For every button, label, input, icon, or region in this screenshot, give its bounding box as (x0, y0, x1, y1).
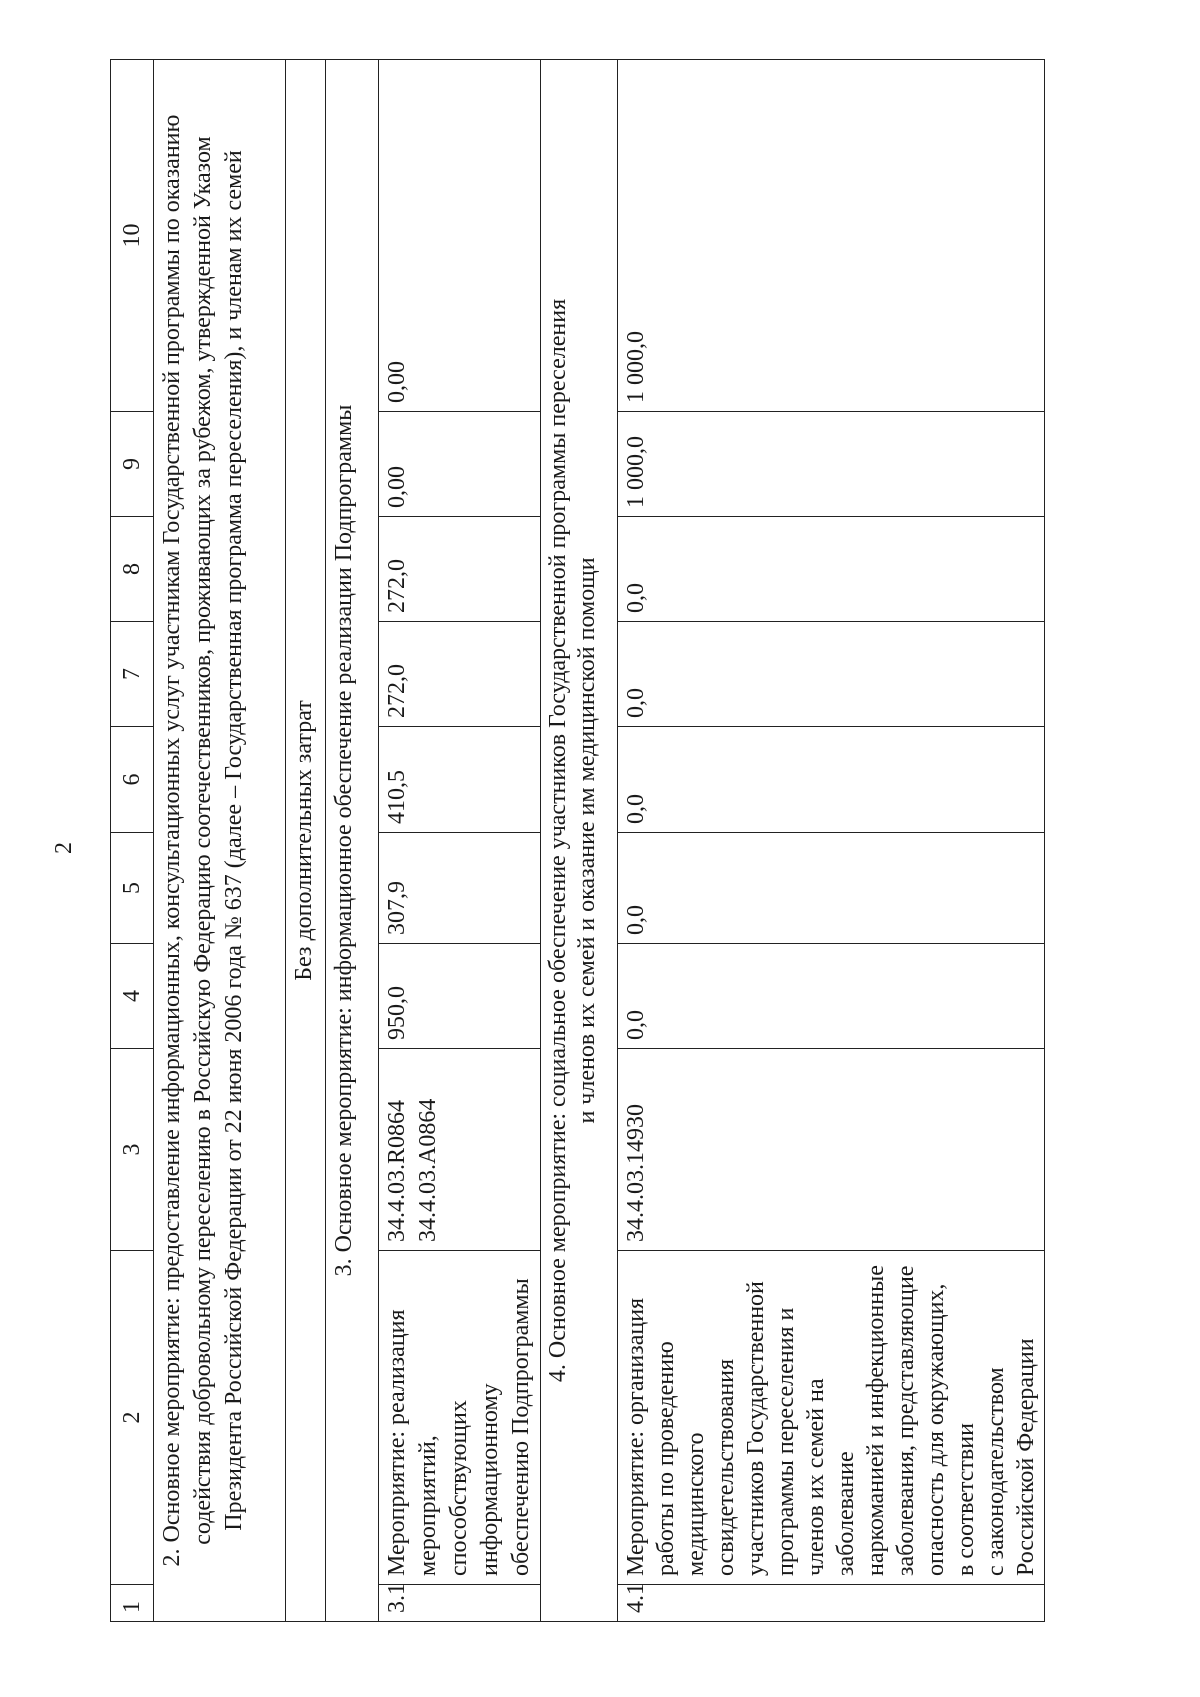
col-header-8: 8 (111, 517, 154, 622)
row-3-1-code (379, 1049, 541, 1251)
row-3-1-col-10: 0,00 (379, 60, 541, 412)
col-header-6: 6 (111, 727, 154, 833)
section-4-title-line-2: и членов их семей и оказание им медицинской помощи (574, 557, 600, 1124)
section-2-note-row (286, 60, 326, 1622)
section-4-row (541, 60, 618, 1622)
row-4-1-number: 4.1 (618, 1585, 1045, 1622)
row-4-1-col-5: 0,0 (618, 833, 1045, 944)
row-4-1-code: 34.4.03.14930 (618, 1049, 1045, 1251)
row-4-1-name-line: наркоманией и инфекционные (863, 1265, 889, 1576)
col-header-2: 2 (111, 1251, 154, 1585)
row-4-1-name-line: заболевания, представляющие (893, 1265, 919, 1576)
col-header-9: 9 (111, 412, 154, 517)
row-3-1 (379, 60, 541, 1622)
program-table (110, 59, 1045, 1622)
section-3-row (326, 60, 379, 1622)
row-3-1-code-1: 34.4.03.R0864 (384, 1099, 410, 1242)
col-header-3: 3 (111, 1049, 154, 1251)
row-3-1-name: Мероприятие: реализация мероприятий, способствующих информационному обеспечению Подпрограммы (379, 1251, 541, 1585)
document-table-wrapper (110, 60, 1080, 1622)
section-4-title-line-1: 4. Основное мероприятие: социальное обеспечение участников Государственной программы переселения (545, 298, 571, 1383)
row-4-1-name-line: с законодательством (983, 1367, 1009, 1576)
row-4-1-col-10: 1 000,0 (618, 60, 1045, 412)
row-4-1-name-line: работы по проведению (653, 1341, 679, 1576)
section-2-note: Без дополнительных затрат (286, 60, 326, 1622)
col-header-7: 7 (111, 622, 154, 727)
row-3-1-col-5: 307,9 (379, 833, 541, 944)
row-4-1-name-line: медицинского (683, 1432, 709, 1576)
row-4-1-col-6: 0,0 (618, 727, 1045, 833)
row-3-1-number: 3.1 (379, 1585, 541, 1622)
page-number: 2 (51, 842, 77, 855)
row-4-1-name-line: в соответствии (953, 1423, 979, 1576)
row-4-1 (618, 60, 1045, 1622)
row-3-1-col-9: 0,00 (379, 412, 541, 517)
col-header-5: 5 (111, 833, 154, 944)
section-3-title: 3. Основное мероприятие: информационное обеспечение реализации Подпрограммы (326, 60, 379, 1622)
row-4-1-col-4: 0,0 (618, 944, 1045, 1049)
section-2-title: 2. Основное мероприятие: предоставление информационных, консультационных услуг участникам Государственной программы по оказанию содействия добровольному переселению в Российскую Федерацию соотечественников, проживающих за рубежом, утвержденной Указом Президента Российской Федерации от 22 июня 2006 года № 637 (далее – Государственная программа переселения), и членам их семей (154, 60, 286, 1622)
row-4-1-name-line: Российской Федерации (1013, 1338, 1039, 1576)
col-header-1: 1 (111, 1585, 154, 1622)
rotated-page (110, 60, 1080, 1622)
row-4-1-name (618, 1251, 1045, 1585)
col-header-4: 4 (111, 944, 154, 1049)
section-4-title (541, 60, 618, 1622)
row-3-1-col-4: 950,0 (379, 944, 541, 1049)
section-2-row (154, 60, 286, 1622)
row-4-1-name-line: Мероприятие: организация (623, 1297, 649, 1576)
row-4-1-name-line: опасность для окружающих, (923, 1283, 949, 1576)
row-3-1-col-7: 272,0 (379, 622, 541, 727)
row-4-1-col-9: 1 000,0 (618, 412, 1045, 517)
row-4-1-name-line: участников Государственной (743, 1281, 769, 1576)
row-3-1-col-6: 410,5 (379, 727, 541, 833)
header-row (111, 60, 154, 1622)
row-4-1-col-8: 0,0 (618, 517, 1045, 622)
row-4-1-name-line: освидетельствования (713, 1358, 739, 1576)
row-4-1-name-line: программы переселения и (773, 1307, 799, 1576)
row-3-1-code-2: 34.4.03.A0864 (415, 1098, 441, 1242)
row-3-1-col-8: 272,0 (379, 517, 541, 622)
row-4-1-name-line: членов их семей на заболевание (803, 1378, 859, 1576)
col-header-10: 10 (111, 60, 154, 412)
row-4-1-col-7: 0,0 (618, 622, 1045, 727)
